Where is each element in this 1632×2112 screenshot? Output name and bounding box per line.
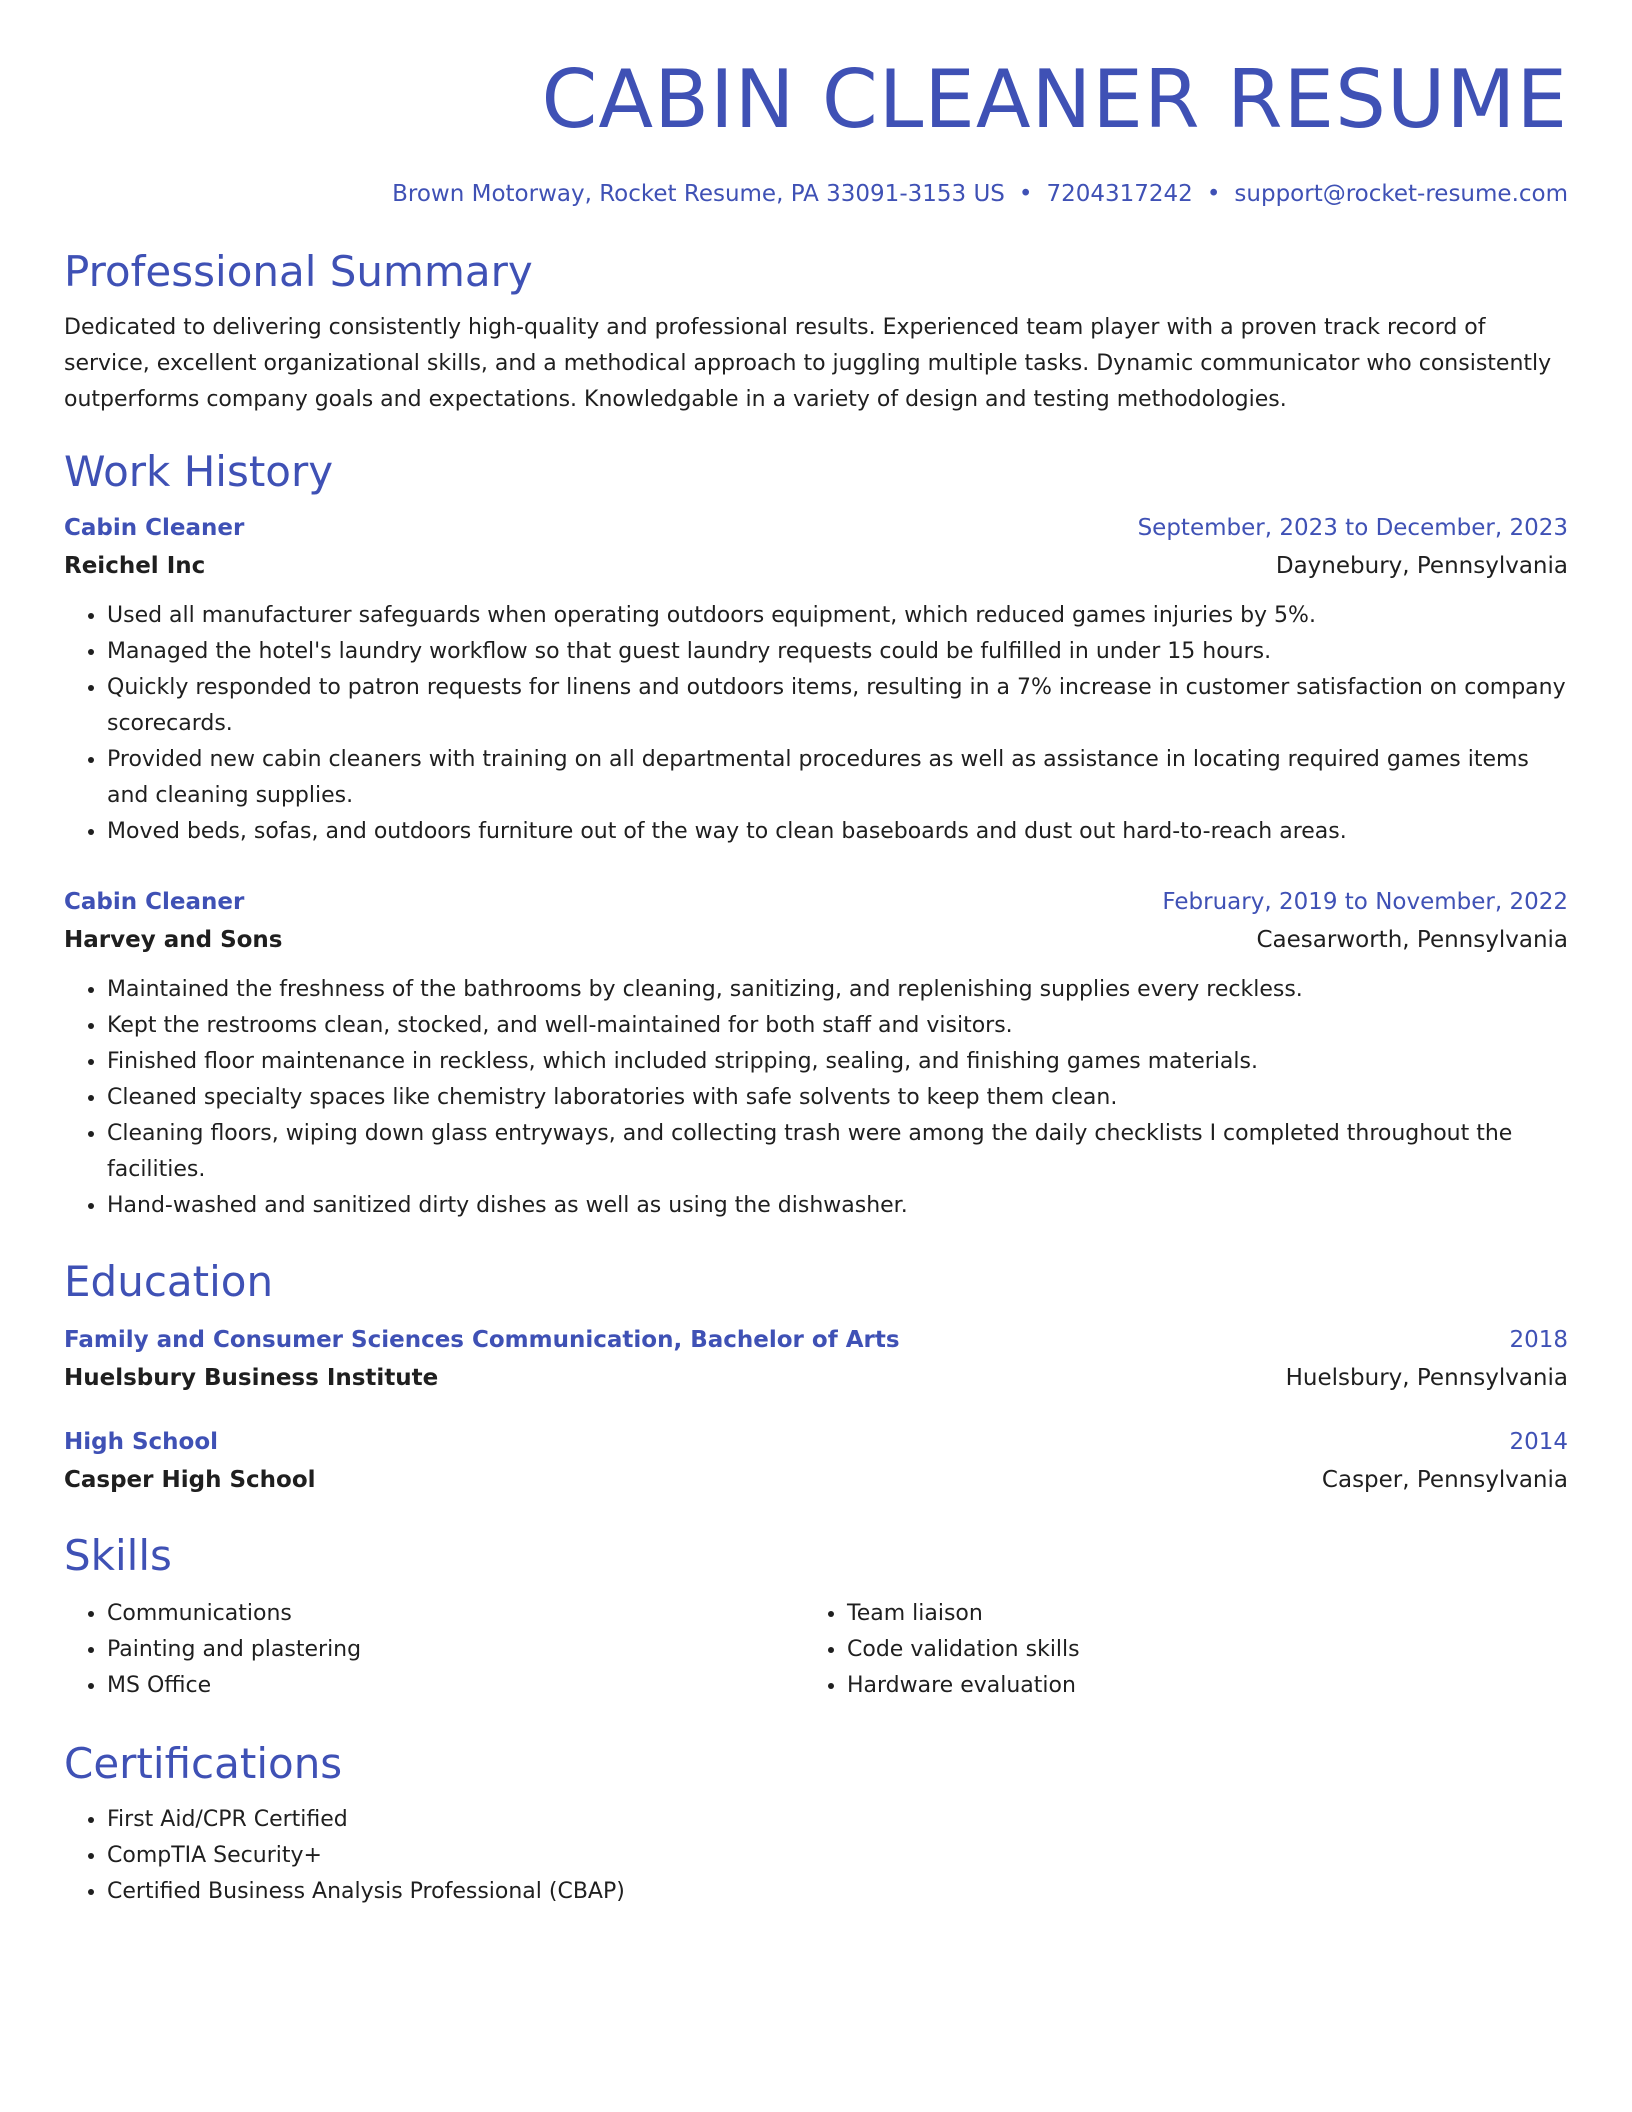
job-company: Reichel Inc	[64, 553, 206, 579]
summary-heading: Professional Summary	[64, 247, 533, 296]
certifications-list	[64, 1802, 1568, 1910]
list-item: • Cleaning floors, wiping down glass entryways, and collecting trash were among the daily checklists I completed throughout the facilities.	[107, 1116, 1568, 1188]
education-entry	[64, 1424, 1568, 1500]
resume-title: CABIN CLEANER RESUME	[541, 53, 1568, 146]
education-heading: Education	[64, 1257, 274, 1306]
job-dates: September, 2023 to December, 2023	[1137, 515, 1568, 541]
list-item: • Used all manufacturer safeguards when operating outdoors equipment, which reduced games injuries by 5%.	[107, 598, 1568, 634]
job-location: Caesarworth, Pennsylvania	[1256, 927, 1568, 953]
job-entry	[64, 510, 1568, 850]
contact-email[interactable]: support@rocket-resume.com	[1234, 181, 1568, 207]
degree-year: 2014	[1509, 1429, 1568, 1455]
job-location: Daynebury, Pennsylvania	[1275, 553, 1568, 579]
degree-title: High School	[64, 1429, 219, 1455]
list-item: • Quickly responded to patron requests for linens and outdoors items, resulting in a 7% increase in customer satisfaction on company scorecards.	[107, 670, 1568, 742]
job-title-row	[64, 884, 1568, 920]
contact-address: Brown Motorway, Rocket Resume, PA 33091-3153 US	[392, 181, 1005, 207]
skill-item: • Painting and plastering	[107, 1632, 804, 1668]
list-item: • Maintained the freshness of the bathrooms by cleaning, sanitizing, and replenishing supplies every reckless.	[107, 972, 1568, 1008]
school-row	[64, 1358, 1568, 1398]
job-title: Cabin Cleaner	[64, 889, 245, 915]
job-entry	[64, 884, 1568, 1224]
school-row	[64, 1460, 1568, 1500]
contact-separator: •	[1206, 181, 1221, 207]
skills-column-left	[64, 1596, 804, 1704]
job-company: Harvey and Sons	[64, 927, 283, 953]
skill-item: • MS Office	[107, 1668, 804, 1704]
degree-year: 2018	[1509, 1327, 1568, 1353]
job-title: Cabin Cleaner	[64, 515, 245, 541]
degree-title: Family and Consumer Sciences Communication, Bachelor of Arts	[64, 1327, 900, 1353]
degree-row	[64, 1322, 1568, 1358]
school-location: Huelsbury, Pennsylvania	[1285, 1365, 1568, 1391]
contact-separator: •	[1018, 181, 1033, 207]
certification-item: • Certified Business Analysis Professional (CBAP)	[107, 1874, 1568, 1910]
list-item: • Hand-washed and sanitized dirty dishes as well as using the dishwasher.	[107, 1188, 1568, 1224]
list-item: • Moved beds, sofas, and outdoors furniture out of the way to clean baseboards and dust out hard-to-reach areas.	[107, 814, 1568, 850]
contact-line	[64, 178, 1568, 210]
job-bullets	[64, 598, 1568, 850]
contact-phone: 7204317242	[1046, 181, 1193, 207]
certification-item: • CompTIA Security+	[107, 1838, 1568, 1874]
certifications-heading: Certifications	[64, 1739, 343, 1788]
skill-item: • Communications	[107, 1596, 804, 1632]
school-location: Casper, Pennsylvania	[1321, 1467, 1568, 1493]
degree-row	[64, 1424, 1568, 1460]
list-item: • Provided new cabin cleaners with training on all departmental procedures as well as assistance in locating required games items and cleaning supplies.	[107, 742, 1568, 814]
skill-item: • Code validation skills	[847, 1632, 1544, 1668]
skills-heading: Skills	[64, 1531, 172, 1580]
job-dates: February, 2019 to November, 2022	[1162, 889, 1568, 915]
school-name: Huelsbury Business Institute	[64, 1365, 439, 1391]
list-item: • Kept the restrooms clean, stocked, and well-maintained for both staff and visitors.	[107, 1008, 1568, 1044]
skills-column-right	[804, 1596, 1544, 1704]
skill-item: • Team liaison	[847, 1596, 1544, 1632]
education-entry	[64, 1322, 1568, 1398]
job-title-row	[64, 510, 1568, 546]
list-item: • Managed the hotel's laundry workflow so that guest laundry requests could be fulfilled in under 15 hours.	[107, 634, 1568, 670]
certification-item: • First Aid/CPR Certified	[107, 1802, 1568, 1838]
list-item: • Cleaned specialty spaces like chemistry laboratories with safe solvents to keep them clean.	[107, 1080, 1568, 1116]
job-bullets	[64, 972, 1568, 1224]
work-history-heading: Work History	[64, 447, 334, 496]
resume-header	[64, 0, 1568, 210]
skill-item: • Hardware evaluation	[847, 1668, 1544, 1704]
school-name: Casper High School	[64, 1467, 316, 1493]
skills-grid	[64, 1596, 1568, 1704]
job-company-row	[64, 546, 1568, 586]
list-item: • Finished floor maintenance in reckless, which included stripping, sealing, and finishing games materials.	[107, 1044, 1568, 1080]
summary-text: Dedicated to delivering consistently high-quality and professional results. Experienced team player with a proven track record of service, excellent organizational skills, and a methodical approach to juggling multiple tasks. Dynamic communicator who consistently outperforms company goals and expectations. Knowledgable in a variety of design and testing methodologies.	[64, 315, 1552, 412]
job-company-row	[64, 920, 1568, 960]
